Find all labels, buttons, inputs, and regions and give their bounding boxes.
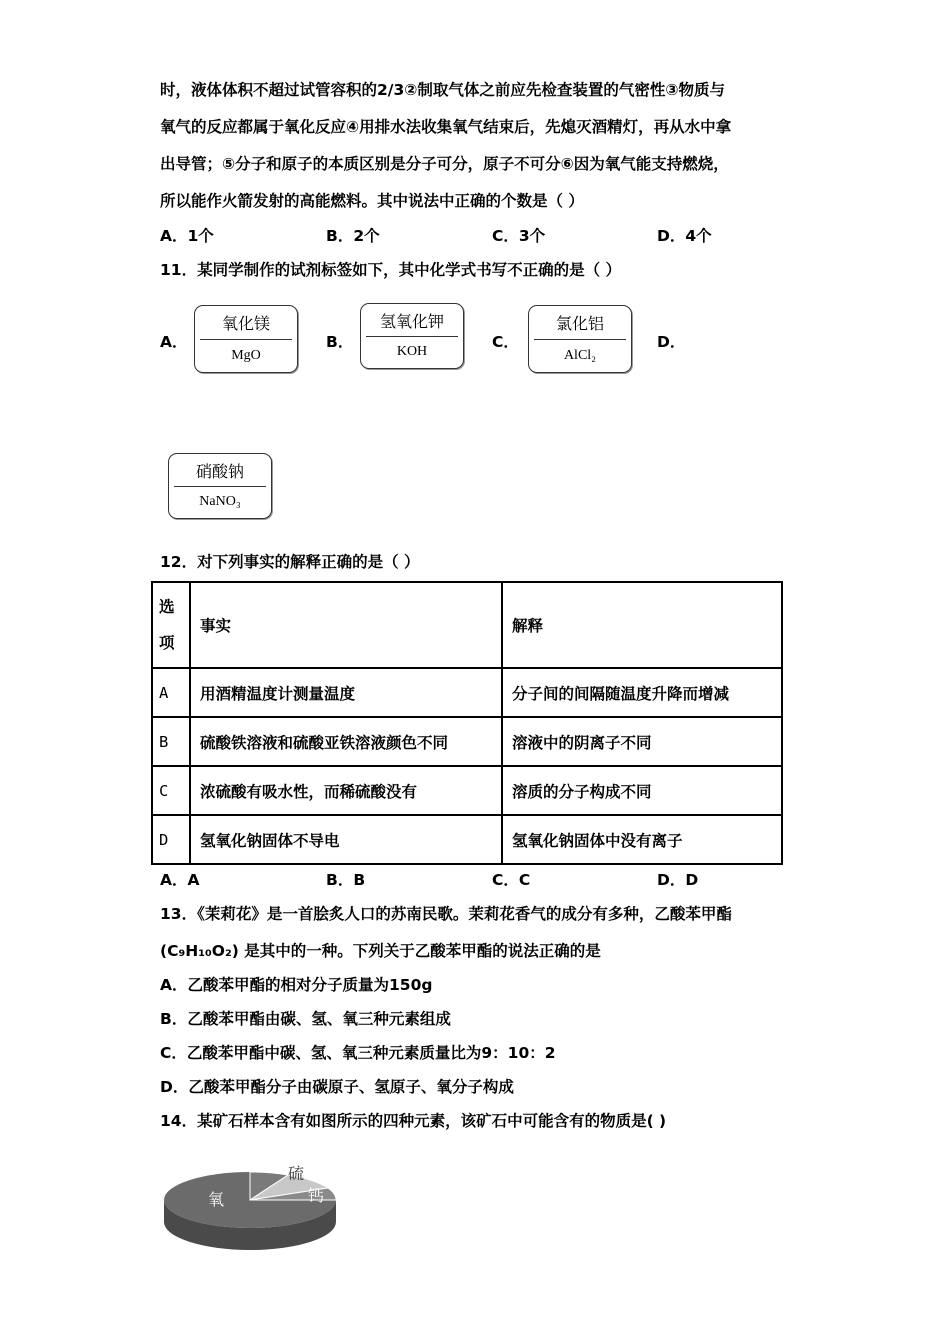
q13-line-2: (C₉H₁₀O₂) 是其中的一种。下列关于乙酸苯甲酯的说法正确的是: [160, 942, 601, 960]
q11-label-c-name: 氯化铝: [555, 314, 604, 333]
q13-line-1: 13．《茉莉花》是一首脍炙人口的苏南民歌。茉莉花香气的成分有多种，乙酸苯甲酯: [160, 905, 732, 923]
q12-row-b-option: B: [152, 717, 190, 766]
q12-row-c-option: C: [152, 766, 190, 815]
q12-row-d-explain: 氢氧化钠固体中没有离子: [502, 815, 782, 864]
q11-option-c-letter: C．: [492, 333, 519, 351]
q12-option-b: B．B: [326, 871, 366, 889]
q12-row-a-option: A: [152, 668, 190, 717]
q12-header-fact: 事实: [190, 582, 502, 668]
q10-option-d: D．4个: [657, 227, 712, 245]
q12-row-b-explain: 溶液中的阴离子不同: [502, 717, 782, 766]
q12-row-a-fact: 用酒精温度计测量温度: [190, 668, 502, 717]
table-row: [152, 668, 782, 717]
q10-line-4: 所以能作火箭发射的高能燃料。其中说法中正确的个数是（ ）: [160, 192, 584, 210]
table-row: [152, 766, 782, 815]
q13-option-d: D．乙酸苯甲酯分子由碳原子、氢原子、氧分子构成: [160, 1078, 514, 1096]
q14-stem: 14．某矿石样本含有如图所示的四种元素，该矿石中可能含有的物质是( ): [160, 1112, 667, 1130]
q13-option-a: A．乙酸苯甲酯的相对分子质量为150g: [160, 976, 433, 994]
q12-header-option-line1: 选: [159, 598, 175, 616]
q12-row-b-fact: 硫酸铁溶液和硫酸亚铁溶液颜色不同: [190, 717, 502, 766]
pie-label-silicon: 硅: [254, 1156, 271, 1175]
q11-label-b-formula: KOH: [396, 344, 428, 359]
q11-label-c-formula: AlCl₂: [563, 347, 597, 363]
q12-option-a: A．A: [160, 871, 200, 889]
q12-row-d-option: D: [152, 815, 190, 864]
q12-header-option: [152, 582, 190, 668]
q10-option-b: B．2个: [326, 227, 380, 245]
q12-stem: 12．对下列事实的解释正确的是（ ）: [160, 553, 420, 571]
q12-table: [151, 581, 783, 865]
q11-label-c: [528, 305, 632, 373]
q11-label-d: [168, 453, 272, 519]
q12-row-a-explain: 分子间的间隔随温度升降而增减: [502, 668, 782, 717]
q11-label-d-name: 硝酸钠: [195, 461, 244, 481]
table-row: [152, 717, 782, 766]
q12-option-d: D．D: [657, 871, 699, 889]
q11-option-a-letter: A．: [160, 333, 188, 351]
q11-option-b-letter: B．: [326, 333, 354, 351]
q12-row-c-explain: 溶质的分子构成不同: [502, 766, 782, 815]
pie-label-oxygen: 氧: [208, 1190, 225, 1209]
q10-option-c: C．3个: [492, 227, 546, 245]
q12-row-c-fact: 浓硫酸有吸水性，而稀硫酸没有: [190, 766, 502, 815]
table-row: [152, 815, 782, 864]
pie-label-calcium: 钙: [308, 1186, 325, 1205]
q14-pie-chart: [160, 1145, 340, 1255]
q11-stem: 11．某同学制作的试剂标签如下，其中化学式书写不正确的是（ ）: [160, 261, 621, 279]
q11-option-d-letter: D．: [657, 333, 686, 351]
q10-option-a: A．1个: [160, 227, 214, 245]
q12-option-c: C．C: [492, 871, 531, 889]
q13-option-b: B．乙酸苯甲酯由碳、氢、氧三种元素组成: [160, 1010, 451, 1028]
q12-header-option-line2: 项: [159, 634, 175, 652]
q11-label-d-formula: NaNO₃: [199, 494, 241, 509]
q10-line-3: 出导管；⑤分子和原子的本质区别是分子可分，原子不可分⑥因为氧气能支持燃烧，: [160, 155, 729, 173]
pie-label-sulfur: 硫: [288, 1164, 305, 1183]
q13-option-c: C．乙酸苯甲酯中碳、氢、氧三种元素质量比为9：10：2: [160, 1044, 556, 1062]
q10-line-2: 氧气的反应都属于氧化反应④用排水法收集氧气结束后，先熄灭酒精灯，再从水中拿: [160, 118, 732, 136]
q12-header-explain: 解释: [502, 582, 782, 668]
q10-line-1: 时，液体体积不超过试管容积的2/3②制取气体之前应先检查装置的气密性③物质与: [160, 81, 725, 99]
q11-label-b: [360, 303, 464, 369]
q11-label-a-name: 氧化镁: [221, 314, 270, 333]
q11-label-b-name: 氢氧化钾: [379, 311, 444, 331]
q11-label-a: [194, 305, 298, 373]
q12-table-header-row: [152, 582, 782, 668]
q12-row-d-fact: 氢氧化钠固体不导电: [190, 815, 502, 864]
q11-label-a-formula: MgO: [231, 347, 261, 363]
